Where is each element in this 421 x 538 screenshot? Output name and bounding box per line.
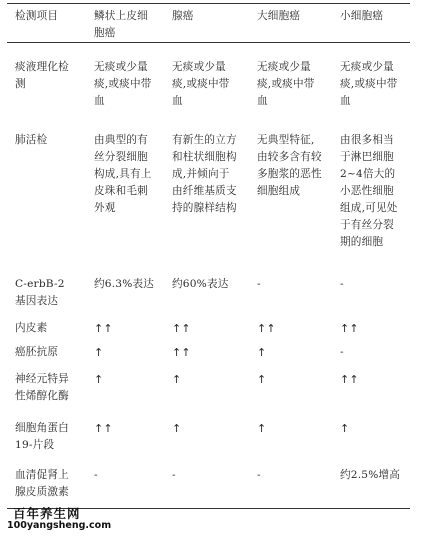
header-small-cell: 小细胞癌 — [340, 10, 384, 22]
watermark-url: 100yangsheng.com — [7, 520, 112, 531]
row-endothelin-small-cell: ↑↑ — [340, 322, 359, 335]
row-sputum-squamous: 无痰或少量 痰,或痰中带 血 — [94, 61, 152, 107]
row-nse-squamous: ↑ — [94, 373, 104, 386]
row-cyfra-small-cell: ↑ — [340, 422, 350, 435]
row-acth-adeno: - — [172, 469, 176, 481]
header-large-cell: 大细胞癌 — [257, 10, 301, 22]
row-cyfra-adeno: ↑ — [172, 422, 182, 435]
row-cerbb2-adeno: 约60%表达 — [172, 278, 229, 290]
row-biopsy-adeno: 有新生的立方 和柱状细胞构 成,并倾向于 由纤维基质支 持的腺样结构 — [172, 134, 237, 214]
table-top-rule — [7, 3, 410, 4]
row-cea-small-cell: - — [340, 346, 344, 358]
row-cea-adeno: ↑↑ — [172, 346, 191, 359]
row-nse-adeno: ↑ — [172, 373, 182, 386]
row-nse-large-cell: ↑ — [257, 373, 267, 386]
row-cyfra-label: 细胞角蛋白 19-片段 — [15, 422, 69, 451]
row-cerbb2-large-cell: - — [257, 278, 261, 290]
row-sputum-large-cell: 无痰或少量 痰,或痰中带 血 — [257, 61, 315, 107]
row-endothelin-adeno: ↑↑ — [172, 322, 191, 335]
row-cea-squamous: ↑ — [94, 346, 104, 359]
row-cea-label: 癌胚抗原 — [15, 346, 59, 358]
watermark-title: 百年养生网 — [13, 506, 81, 521]
row-acth-squamous: - — [94, 469, 98, 481]
row-cerbb2-small-cell: - — [340, 278, 344, 290]
row-nse-small-cell: ↑↑ — [340, 373, 359, 386]
row-biopsy-large-cell: 无典型特征, 由较多含有较 多胞浆的恶性 细胞组成 — [257, 134, 322, 197]
row-endothelin-label: 内皮素 — [15, 322, 48, 334]
table-header-rule — [7, 42, 410, 43]
row-endothelin-squamous: ↑↑ — [94, 322, 113, 335]
row-cerbb2-label: C-erbB-2 基因表达 — [15, 278, 65, 307]
row-cyfra-large-cell: ↑ — [257, 422, 267, 435]
row-sputum-small-cell: 无痰或少量 痰,或痰中带 血 — [340, 61, 398, 107]
row-sputum-adeno: 无痰或少量 痰,或痰中带 血 — [172, 61, 230, 107]
header-adeno: 腺癌 — [172, 10, 194, 22]
row-cyfra-squamous: ↑↑ — [94, 422, 113, 435]
row-biopsy-squamous: 由典型的有 丝分裂细胞 构成,具有上 皮珠和毛刺 外观 — [94, 134, 152, 214]
row-biopsy-small-cell: 由很多相当 于淋巴细胞 2~4倍大的 小恶性细胞 组成,可见处 于有丝分裂 期的细胞 — [340, 134, 398, 248]
row-endothelin-large-cell: ↑↑ — [257, 322, 276, 335]
header-squamous: 鳞状上皮细 胞癌 — [94, 10, 148, 39]
row-biopsy-label: 肺活检 — [15, 134, 48, 146]
row-sputum-label: 痰液理化检 测 — [15, 61, 69, 90]
header-item: 检测项目 — [15, 10, 59, 22]
row-nse-label: 神经元特异 性烯醇化酶 — [15, 373, 69, 402]
row-acth-large-cell: - — [257, 469, 261, 481]
row-acth-label: 血清促肾上 腺皮质激素 — [15, 469, 69, 498]
row-cea-large-cell: ↑ — [257, 346, 267, 359]
row-acth-small-cell: 约2.5%增高 — [340, 469, 401, 481]
row-cerbb2-squamous: 约6.3%表达 — [94, 278, 155, 290]
